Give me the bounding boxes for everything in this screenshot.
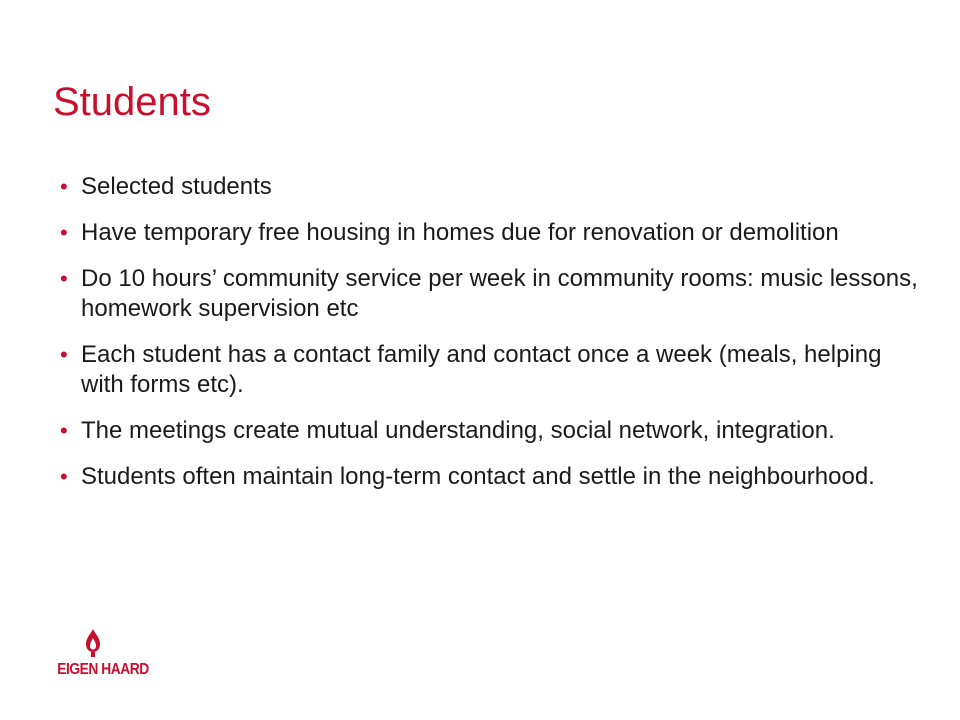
logo-text: EIGEN HAARD bbox=[57, 661, 149, 678]
slide-title: Students bbox=[53, 80, 211, 124]
bullet-item bbox=[60, 172, 920, 202]
bullet-text: Selected students bbox=[81, 173, 272, 200]
bullet-text: Have temporary free housing in homes due for renovation or demolition bbox=[81, 219, 839, 246]
bullet-item bbox=[60, 416, 920, 446]
bullet-dot: • bbox=[60, 220, 68, 245]
bullet-text: Each student has a contact family and contact once a week (meals, helping with forms etc). bbox=[81, 341, 882, 398]
bullet-item bbox=[60, 462, 920, 492]
bullet-dot: • bbox=[60, 418, 68, 443]
bullet-list bbox=[60, 172, 920, 508]
bullet-item bbox=[60, 218, 920, 248]
bullet-dot: • bbox=[60, 174, 68, 199]
bullet-item bbox=[60, 340, 920, 400]
bullet-text: The meetings create mutual understanding, social network, integration. bbox=[81, 417, 835, 444]
bullet-text: Do 10 hours’ community service per week in community rooms: music lessons, homework supervision etc bbox=[81, 265, 918, 322]
bullet-dot: • bbox=[60, 342, 68, 367]
bullet-text: Students often maintain long-term contact and settle in the neighbourhood. bbox=[81, 463, 875, 490]
bullet-dot: • bbox=[60, 266, 68, 291]
flame-logo-icon bbox=[80, 628, 106, 658]
bullet-item bbox=[60, 264, 920, 324]
bullet-dot: • bbox=[60, 464, 68, 489]
